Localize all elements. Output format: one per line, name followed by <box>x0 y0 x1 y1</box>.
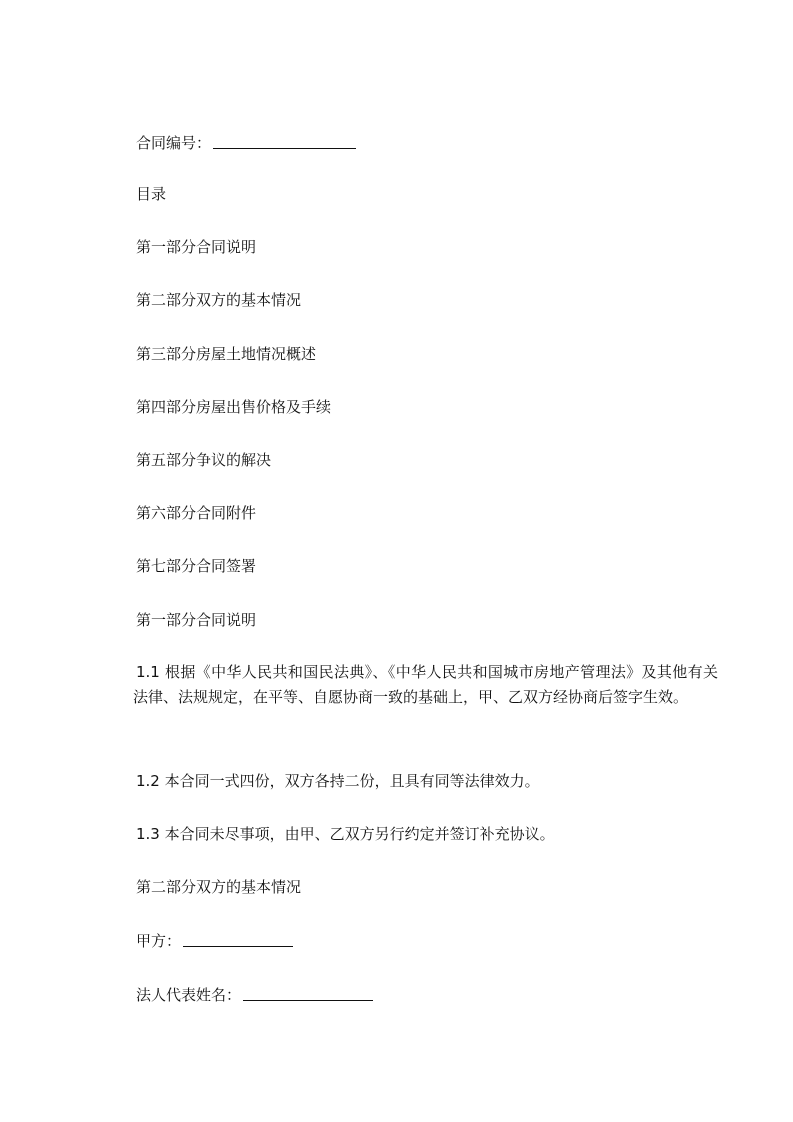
party-a-blank <box>183 932 293 947</box>
legal-rep-blank <box>243 986 373 1001</box>
clause-1-3: 1.3 本合同未尽事项，由甲、乙双方另行约定并签订补充协议。 <box>136 825 555 843</box>
toc-title: 目录 <box>136 185 167 203</box>
toc-item-part1: 第一部分合同说明 <box>136 238 257 256</box>
part1-heading: 第一部分合同说明 <box>136 611 257 629</box>
legal-rep-line <box>136 985 373 1005</box>
contract-number-label: 合同编号： <box>136 134 212 152</box>
legal-rep-label: 法人代表姓名： <box>136 986 242 1004</box>
part2-heading: 第二部分双方的基本情况 <box>136 878 302 896</box>
party-a-line <box>136 931 293 951</box>
toc-item-part2: 第二部分双方的基本情况 <box>136 291 302 309</box>
contract-number-blank <box>213 134 356 149</box>
contract-number-line <box>136 133 356 153</box>
party-a-label: 甲方： <box>136 932 182 950</box>
toc-item-part7: 第七部分合同签署 <box>136 557 257 575</box>
clause-1-2: 1.2 本合同一式四份，双方各持二份，且具有同等法律效力。 <box>136 772 540 790</box>
toc-item-part5: 第五部分争议的解决 <box>136 451 272 469</box>
clause-1-1: 1.1 根据《中华人民共和国民法典》、《中华人民共和国城市房地产管理法》及其他有关法律、法规规定，在平等、自愿协商一致的基础上，甲、乙双方经协商后签字生效。 <box>133 663 718 706</box>
toc-item-part3: 第三部分房屋土地情况概述 <box>136 345 317 363</box>
toc-item-part4: 第四部分房屋出售价格及手续 <box>136 398 332 416</box>
toc-item-part6: 第六部分合同附件 <box>136 504 257 522</box>
